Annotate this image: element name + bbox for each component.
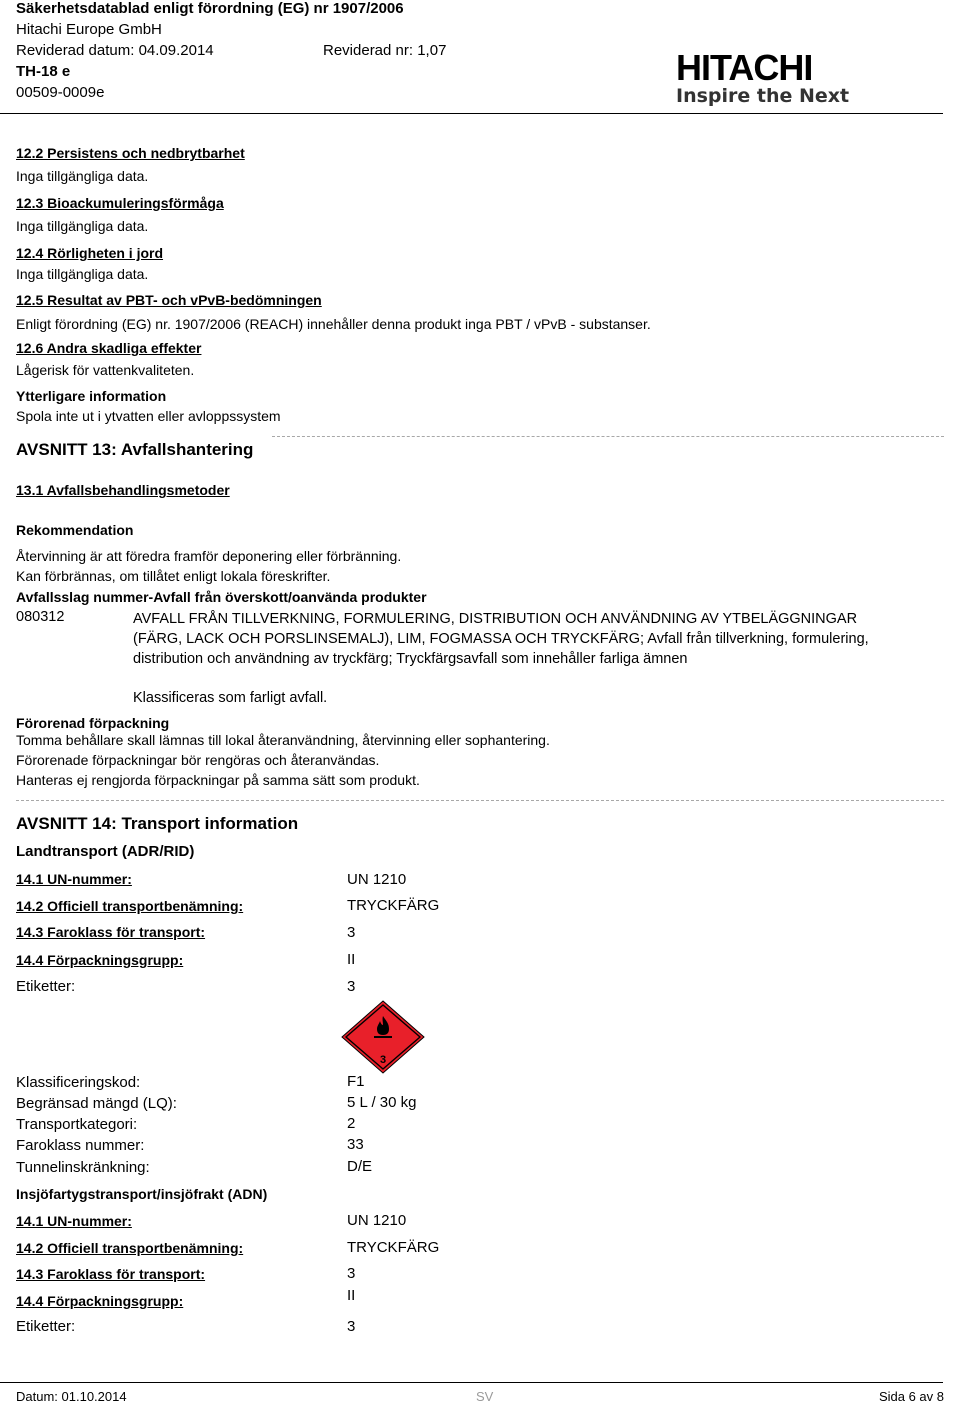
revision-number: Reviderad nr: 1,07 [323, 42, 447, 59]
land-name-label: 14.2 Officiell transportbenämning: [16, 898, 244, 914]
logo-text: HITACHI [676, 47, 813, 88]
company-name: Hitachi Europe GmbH [16, 21, 162, 38]
land-labels-label: Etiketter: [16, 978, 76, 995]
land-pg-label: 14.4 Förpackningsgrupp: [16, 952, 184, 968]
sec12-6-text: Lågerisk för vattenkvaliteten. [16, 362, 195, 378]
transport-category-label: Transportkategori: [16, 1116, 138, 1133]
packaging-line-1: Tomma behållare skall lämnas till lokal återanvändning, återvinning eller sophantering. [16, 732, 550, 748]
contaminated-packaging-title: Förorenad förpackning [16, 715, 170, 731]
sec12-3-title: 12.3 Bioackumuleringsförmåga [16, 195, 224, 211]
product-name: TH-18 e [16, 63, 71, 80]
inland-un-label: 14.1 UN-nummer: [16, 1213, 132, 1229]
sec12-4-text: Inga tillgängliga data. [16, 266, 149, 282]
land-un-label: 14.1 UN-nummer: [16, 871, 132, 887]
inland-class-value: 3 [347, 1265, 356, 1282]
inland-pg-label: 14.4 Förpackningsgrupp: [16, 1293, 184, 1309]
land-un-value: UN 1210 [347, 871, 407, 888]
section-divider [16, 800, 944, 801]
footer-language: SV [476, 1389, 494, 1404]
sec12-2-title: 12.2 Persistens och nedbrytbarhet [16, 145, 245, 161]
sec12-5-title: 12.5 Resultat av PBT- och vPvB-bedömningen [16, 292, 322, 308]
footer-rule [0, 1382, 943, 1383]
tunnel-restriction-label: Tunnelinskränkning: [16, 1159, 150, 1176]
land-transport-title: Landtransport (ADR/RID) [16, 843, 195, 860]
extra-info-text: Spola inte ut i ytvatten eller avloppssystem [16, 408, 281, 424]
hazard-number-value: 33 [347, 1136, 364, 1153]
land-class-value: 3 [347, 924, 356, 941]
section-divider [272, 436, 944, 437]
inland-pg-value: II [347, 1287, 356, 1304]
sec13-1-title: 13.1 Avfallsbehandlingsmetoder [16, 482, 230, 498]
inland-un-value: UN 1210 [347, 1212, 407, 1229]
inland-labels-value: 3 [347, 1318, 356, 1335]
inland-transport-title: Insjöfartygstransport/insjöfrakt (ADN) [16, 1186, 268, 1202]
hazard-number-label: Faroklass nummer: [16, 1137, 145, 1154]
land-pg-value: II [347, 951, 356, 968]
packaging-line-2: Förorenade förpackningar bör rengöras och återanvändas. [16, 752, 380, 768]
transport-category-value: 2 [347, 1115, 356, 1132]
waste-description: AVFALL FRÅN TILLVERKNING, FORMULERING, DISTRIBUTION OCH ANVÄNDNING AV YTBELÄGGNINGAR (FÄRG, LACK OCH PORSLINSEMALJ), LIM, FOGMASSA OCH TRYCKFÄRG; Avfall från tillverkning, formulering, distribution och användning av tryckfärg; Tryckfärgsavfall som innehåller farliga ämnen [133, 611, 869, 667]
flammable-liquid-hazard-diamond [340, 1000, 426, 1074]
sec12-4-title: 12.4 Rörligheten i jord [16, 245, 164, 261]
extra-info-title: Ytterligare information [16, 388, 167, 404]
header-rule [0, 113, 943, 114]
tunnel-restriction-value: D/E [347, 1158, 373, 1175]
classification-code-label: Klassificeringskod: [16, 1074, 141, 1091]
waste-classification: Klassificeras som farligt avfall. [133, 690, 328, 706]
revised-date: Reviderad datum: 04.09.2014 [16, 42, 214, 59]
limited-quantity-label: Begränsad mängd (LQ): [16, 1095, 177, 1112]
recommendation-title: Rekommendation [16, 522, 134, 538]
sec12-2-text: Inga tillgängliga data. [16, 168, 149, 184]
footer-page-number: Sida 6 av 8 [878, 1389, 944, 1404]
logo-tagline: Inspire the Next [676, 85, 850, 108]
inland-name-label: 14.2 Officiell transportbenämning: [16, 1240, 244, 1256]
recommendation-line-1: Återvinning är att föredra framför deponering eller förbränning. [16, 548, 402, 564]
hitachi-logo [676, 46, 849, 108]
diamond-class-number: 3 [379, 1054, 387, 1066]
doc-title: Säkerhetsdatablad enligt förordning (EG) nr 1907/2006 [16, 0, 404, 17]
waste-code: 080312 [16, 609, 65, 625]
limited-quantity-value: 5 L / 30 kg [347, 1094, 417, 1111]
waste-type-title: Avfallsslag nummer-Avfall från överskott/oanvända produkter [16, 589, 427, 605]
recommendation-line-2: Kan förbrännas, om tillåtet enligt lokala föreskrifter. [16, 568, 331, 584]
land-name-value: TRYCKFÄRG [347, 897, 440, 914]
land-class-label: 14.3 Faroklass för transport: [16, 924, 206, 940]
sec12-5-text: Enligt förordning (EG) nr. 1907/2006 (REACH) innehåller denna produkt inga PBT / vPvB - substanser. [16, 316, 651, 332]
packaging-line-3: Hanteras ej rengjorda förpackningar på samma sätt som produkt. [16, 772, 420, 788]
classification-code-value: F1 [347, 1073, 365, 1090]
land-labels-value: 3 [347, 978, 356, 995]
sec12-3-text: Inga tillgängliga data. [16, 218, 149, 234]
section-14-title: AVSNITT 14: Transport information [16, 814, 299, 833]
product-code: 00509-0009e [16, 84, 105, 101]
inland-labels-label: Etiketter: [16, 1318, 76, 1335]
inland-name-value: TRYCKFÄRG [347, 1239, 440, 1256]
footer-date: Datum: 01.10.2014 [16, 1389, 127, 1404]
section-13-title: AVSNITT 13: Avfallshantering [16, 440, 254, 459]
inland-class-label: 14.3 Faroklass för transport: [16, 1266, 206, 1282]
sec12-6-title: 12.6 Andra skadliga effekter [16, 340, 202, 356]
